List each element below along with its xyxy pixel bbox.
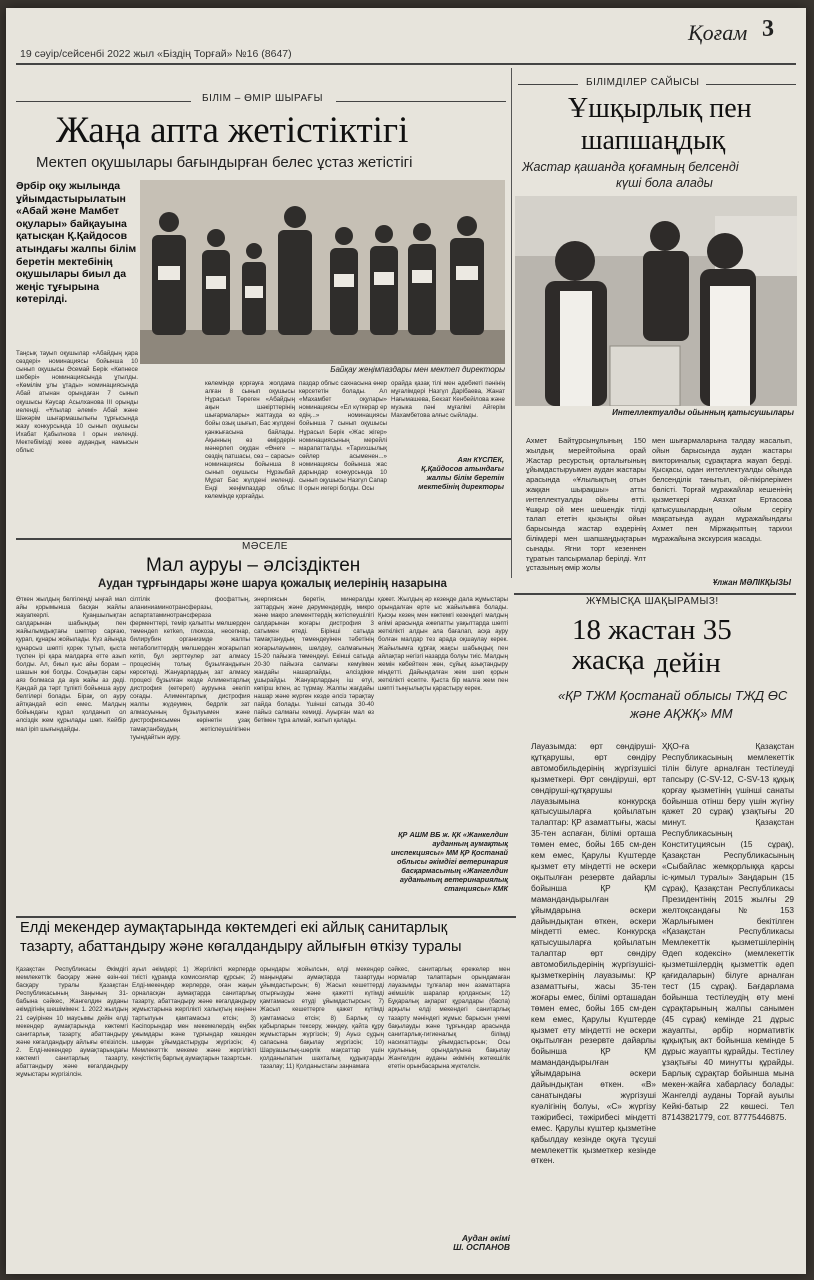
article1-col4: орайда қазақ тілі мен әдебиеті пәнінің мұғалімдері Назгүл Дарібаева, Жанат Нағымашева, Бекзат Кенбейілова және музыка пәні мұғалімі Айгерім Махамбетова алғыс сыйлады. (391, 380, 505, 420)
article3-col4: қажет. Жылдың әр кезеңде дала жұмыстары орындалған ерте ыс жайылымға болады. Қысқы кезең мен көктемгі кезеңдегі малдың өлімі арасында әжепатты уақыттарда шөпті жеткілікті алдын ала бағалап, асқа ауру болған малдар тез арада оқшаулау керек. Жайылымға құрғақ жақсы шабындық пен айлақтар негізгі назарда болуы тиіс. Малдың жемін көбейткен жөн, сұйық азықтандыру міндетті. Дайындалған жем шөп қорын жеткілікті есепте. Қыста бір малға жем пен шөпті тыңғылықты қарастыру керек. (378, 596, 508, 693)
section-name: Қоғам (688, 20, 748, 45)
article2-signature: Ұлжан МӘЛІКҚЫЗЫ (712, 578, 791, 587)
article3-subtitle: Аудан тұрғындары және шаруа қожалық иелерінің назарына (98, 578, 447, 590)
article2-col1: Ахмет Байтұрсынұлының 150 жылдық мерейтойына орай Жастар ресурстық орталығының ұйымдастыруымен аудан жастары арасында «Ұлылықтың отын жаққан шырақшы» атты интеллектуалды ойыны өтті. Ұшқыр ой мен шешендік тілді талап ететін қызықты ойын барысында жастар өздерінің білімдері мен шапшаңдықтарын сынады. Ягни торт кезеннен тұратын тапсырмалар берілді. Ұлт ұстазының өмір жолы (526, 436, 646, 573)
article5-col1: Қазақстан Республикасы Әкімдігі мемлекеттік басқару және өзін-өзі басқару туралы Қазақстан Республикасының Заңының 31-бабына сәйкес, Жангелдин ауданы әкімдігінің шешімімен: 1. 2022 жылдың 21 сәуірінен 10 маусымы дейін елді мекендер аумақтарында көктемгі санитарлық тазарту, абаттандыру және көгалдандыру айлығы өткізілсін. 2. Елді-мекендер аумақтарындағы көктемгі санитарлық тазарту, абаттандыру және көгалдандыру жұмыстары жүргізілсін. (16, 966, 128, 1079)
article3-signature: ҚР АШМ ВБ ж. ҚК «Жанкелдин ауданның аумақтық инспекциясы» ММ ҚР Қостанай облысы әкімдігі ветеринария басқармасының «Жангелдин ауданының ветеринариялық станциясы» КМК (390, 830, 508, 893)
article1-title: Жаңа апта жетістіктігі (56, 110, 409, 151)
article1-photo-caption: Байқау жеңімпаздары мен мектеп директоры (330, 365, 505, 374)
article3-col2: сілтілік фосфаттың, аланиниаминотрансферазы, аспартатаминотрансфераза ферменттері, темір қалыпты мөлшерден төмендеп кетken, глюкоза, несепнар, билирубин организмде жалпы метаболиттердің мөлшерден жоғарылап кетіп, бұл зерттеулер зат алмасу процесінің толық бұзылғандығын көрсетеді. Жануарлардың зат алмасу процесі бұзылған кезде Алиментарлық дистрофия (кетереп) ауруына әкеліп соғады. Алиментарлық дистрофия жалпы жүдеумен, бедрлік зат алмасуының бұзылуымен және дистрофиясымен көрінетін ұзақ тамақтанбаудың жетіспеушілігінен туындайтын ауру. (130, 596, 250, 741)
article4-subtitle-line1: «ҚР ТЖМ Қостанай облысы ТЖД ӨС (558, 688, 788, 703)
article4-subtitle-line2: және АҚЖҚ» ММ (630, 706, 733, 721)
rubric-rule-2 (336, 101, 506, 102)
article5-col4: сәйкес, санитарлық ережелер мен нормалар талаптарын орындамаған лауазымды тұлғалар мен азаматтарға әкімшілік шаралар қолдансын; 12) Бұқаралық ақпарат құралдары (баспа) арқылы елді мекендегі санитарлық тазарту мәніндегі жұмыс барысын үнемі бақылауды және тұрғындар арасында санитарлық-гигиеналық білімді насихаттауды ұйымдастырсын; Осы қаулының орындалуына бақылау Жангелдин ауданы әкімінің жетекшілік ететін орынбасарына жүктелсін. (388, 966, 510, 1071)
column-divider (511, 68, 512, 578)
article1-col1: Таңсық тауып оқушылар «Абайдың қара сөздері» номинациясы бойынша 10 сынып оқушысы Әсемай Берік «Көпнесе шебері» номинациясында ұтылды. «Көмілім ұлы ұтады» номинациясында Абай атынан орындаған 7 сынып оқушысы Кәусар Асылханова III орынды иеленді. «Ұлылар әлемі» Абай және Шәкәрім шығармашылығы тұрғысында жазу конкурсында 10 сынып оқушысы Ихабат Қабылнова I орын иеленді. Мектебімізді жеке аудандық намысын облыс (16, 350, 138, 455)
article1-lead: Әрбір оқу жылында ұйымдастырылатын «Абай және Мамбет оқулары» байқауына қатысқан Қ.Қайдосов атындағы жалпы білім беретін мектебінің оқушылары биыл да жеңіс тұғырына көтерілді. (16, 180, 137, 306)
article5-title-line2: тазарту, абаттандыру және көгалдандыру айлығын өткізу туралы (20, 939, 462, 955)
article2-subtitle-line1: Жастар қашанда қоғамның белсенді (522, 160, 739, 174)
rubric-article4: ЖҰМЫСҚА ШАҚЫРАМЫЗ! (586, 596, 719, 607)
article2-subtitle-line2: күші бола алады (616, 176, 713, 190)
section-rule-bottom (16, 916, 516, 918)
article1-signature: Аян КҮСПЕК, Қ.Қайдосов атындағы жалпы білім беретін мектебінің директоры (418, 455, 504, 491)
issue-line: 19 сәуір/сейсенбі 2022 жыл «Біздің Торғай» №16 (8647) (20, 48, 292, 60)
rubric-rule-1 (16, 101, 191, 102)
article3-col1: Өткен жылдың белгіленді ыңғай мал айы қорымынша басқан жайлы жауапкерлі. Қуаңшылықтан салдарынан шабындық пен жайылымдықтағы шөптер сарғаю, қурап, құнары жойылады. Күз айында құнарсыз шөпті қорек тұтып, қыста түспен ірі қара малдарға етте азып болды. Ал, биыл қыс айы борам – шашын жиі болды. Сондықтан сары аяз болмаса да ауа жайы аз деді. Қандай да тәрт тұлікті бойынша ауру белгілері болады. Бірақ, ол ауру айтқандай өсіп емес. Малдың бойындағы кұрал қолданып ол әлсіздік жем құрылады шөп. Кейбір мал іріп шығындайды. (16, 596, 126, 733)
header-rule (16, 63, 796, 65)
article2-title-line2: шапшаңдық (581, 125, 726, 156)
article1-subtitle: Мектеп оқушылары бағындырған белес ұстаз жетістігі (36, 154, 413, 171)
rubric-article3: МӘСЕЛЕ (242, 541, 288, 552)
rubric-rule-4 (706, 84, 796, 85)
rubric-article2: БІЛІМДІЛЕР САЙЫСЫ (586, 77, 700, 88)
article4-title-line2: дейін (654, 647, 721, 679)
newspaper-page (6, 8, 806, 1274)
article4-title-line1: 18 жастан 35 жасқа (572, 614, 732, 677)
section-rule-right (514, 593, 796, 595)
article3-title: Мал ауруы – әлсіздіктен (146, 555, 361, 576)
intellectual-game-photo (515, 196, 797, 406)
article2-title-line1: Ұшқырлық пен (568, 93, 752, 124)
article2-photo-caption: Интеллектуалды ойынның қатысушылары (612, 408, 794, 417)
article5-title-line1: Елді мекендер аумақтарында көктемдегі екі айлық санитарлық (20, 920, 448, 936)
article1-col2: көлемінде қорғауға жолдама алған 8 сынып оқушысы Нұрасыл Төреген «Абайдың ақын шәкірттерінің шығармалары» жаттауда өз бойы озық шығып, Бас жүлдені қанжығасына байлады. Ақынның өз өмірдерін мәнерлеп оқудан «Өнеге – сөздің патшасы, сөз – сарасы» номинациясы бойынша 8 сынып оқушысы Нұрзыбай Мұрат Бас жүлдені иеленді. Енді жеңімпаздар облыс көлемінде қорғайды. (205, 380, 295, 501)
page-number: 3 (762, 16, 774, 42)
article5-col3: орындары жойылсын, елді мекендер маңындағы аумақтарда тазартуды ұйымдастырсын; 6) Жасыл кешеттерді отырғызуды және қажетті күтімді қамтамасыз етуді ұйымдастырсын; 7) Жасыл кешеттерге қажет күтімді қамтамасыз етсін; 8) Барлық су қабырларын тексеру, жөндеу, қайта құру жұмыстарын жүргізсін; 9) Ауыз судың сапасына бақылау жүргізсін; 10) Шаруашылық-шөрлік мақсаттар үшін қолданылатын шахталық құдықтарды тазалау; 11) Қолданыстағы заңнамаға (260, 966, 384, 1071)
article1-photo (140, 180, 505, 364)
article1-col3: паздар облыс сахнасына өнер көрсететін болады. Ал «Махамбет оқулары» номинациясы «Ел күткерар ер едің...» номинациясы бойынша 7 сынып оқушысы Нұрасыл Берік «Жас жігер» номинациясының мерейлі марапатталды. «Тарихшылық сөйлер асыменен...» номинациясы бойынша жас дарындар конкурсында 10 сынып оқушысы Назгүл Сапар II орын иегері болды. Осы (299, 380, 387, 493)
article4-col2: ҲҚО-ға Қазақстан Республикасының мемлекеттік тілін білуге арналған тестілеуді тапсыру (С-SV-12, С-SV-13 құқық қорғау қызметінің үшінші санаты бойынша отінш беру үшін жүгіну қажет 20 сұрақ) ұзақтығы 20 минут. Қазақстан Республикасының Конституциясын (15 сұрақ), Қазақстан Республикасының «Сыбайлас жемқорлыққа қарсы іс-қимыл туралы» Заңдарын (15 сұрақ), Қазақстан Республикасы Президентінің 2015 жылғы 29 желтоқсандағы № 153 Жарлығымен бекітілген «Қазақстан Республикасы Мемлекеттік қызметшілерінің Әдеп кодексін» (мемлекеттік қызметшілердің қызметтік әдеп қағидаларын) білуге арналған тест (15 сұрақ). Бағдарлама бойынша тестілеудің өту мені сұрақтарының жалпы санымен (45 сұрақ) кемінде 21 дұрыс жауапты, әрбір нормативтік құқықтық акт бойынша кемінде 5 дұрыс жауапты құрайды. Тестілеу ұзақтығы 40 минутты құрайды. Барлық сұрақтар бойынша мына мекен-жайға хабарласу болады: Жангелді ауданы Торғай ауылы Кейкі-батыр 22 көшесі. Тел 87143821779, сот. 87775446875. (662, 741, 794, 1122)
article5-col2: ауыл әкімдері; 1) Жергілікті жерлерде тиісті құрамда комиссиялар құрсын; 2) Елді-мекендер жерлерде, оған жақын орналасқан аумақтарда санитарлық тазарту, абаттандыру және көгалдандыру жұмыстарына жергілікті халықтың кеңінен тартылуын қамтамасыз етсін; 3) Кәсіпорындар мен мекемелердің еңбек ұжымдары және тұрғындар көшеден шыққан ұйымдастыруды жүргізсін; 4) Мемлекеттік мекеме және жергілікті кеңістіктің барлық аумақтарын тазартсын. (132, 966, 256, 1063)
article5-signature: Аудан әкімі Ш. ОСПАНОВ (453, 1233, 510, 1252)
article2-photo (515, 196, 797, 406)
article4-col1: Лауазымда: өрт сөндіруші-құтқарушы, өрт сөндіру автомобильдерінің жүргізушісі қызметкері. Өрт сөндіруші, өрт сөндіруші-құтқарушы лауазымына конкурсқа қатысушыларға қойылатын талаптар: ҚР азаматтығы, жасы 35-тен аспаған, білімі орташа төмен емес, бойы 165 см-ден кем емес, Қарулы Күштерде қызмет ету міндетті не әскери оқытылған резервте дайарлы бойынша ҚР ҚМ мамандандырылған ұйымдарына әскери дайындықтан өткен, әскери міндетті емес. Конкурсқа қатысушыларға қойылатын талаптар өрт сөндіру автомобильдерінің жүргізушісі-қызметкерінің лауазымы: ҚР азаматтығы, жасы 35-тен жоғары емес, білімі орташадан төмен емес, бойы 165 см-ден кем емес, Қарулы Күштерде қызмет ету міндетті не әскери оқытылған резервте дайарлы бойынша ҚР ҚМ мамандандырылған ұйымдарына әскери дайындықтан өткен. «В» санатындағы жүргізуші куәлігінің болуы, «С» жүргізу тәжірибесі, тәжірибесі міндетті емес. Қарулы күштер қызметіне қабылдау кезінде оқуға тұсуші мемлекеттік қызметкер кезінде өткен. (531, 741, 656, 1166)
rubric-rule-3 (518, 84, 578, 85)
students-group-photo (140, 180, 505, 364)
section-rule (16, 538, 511, 540)
article2-col2: мен шығармаларына талдау жасалып, ойын барысында аудан жастары викториналық сұрақтарға жауап берді. Қысқасы, одан интеллектуалды ойында белсенділік танытып, ой-пікірлерімен бөлісті. Торғай мұражайлар кешенінің қызметкері Аязхат Ертасова қатысушылардың ойым серігу мақсатында аудан мұражайындағы Ахмет пен Міржақыптың тарихи мұражайына экскурсия жасады. (652, 436, 792, 543)
rubric-article1: БІЛІМ – ӨМІР ШЫРАҒЫ (202, 93, 323, 104)
article3-col3: энергиясын беретін, минералды заттардың және дәрумендердің, микро және макро элементтердің жетіспеушілігі салдарынан жоғары дистрофия 3 сатымен өтеді. Бірінші сатыда тамақтанудың төмендеуінен тәбетінің жоғарылауымен, шөлдеу, салмағының 15-20 пайызға төмендеуі. Екінші сатыда 20-30 пайызға салмағы кемуімен жағдайы нашарлайды, әлсіздікке ұшырайды. Жануарлардың іш өтуі, көпірш ікпен, ас түрмау. Жалпы жағдайы нашар және жүрген кезде әлсіз тәрақтау пайда болады. Үшінші сатыда 30-40 пайыз салмағы кемиді. Ауырған мал өз бетімен тұра алмай, жатып қалады. (254, 596, 374, 725)
